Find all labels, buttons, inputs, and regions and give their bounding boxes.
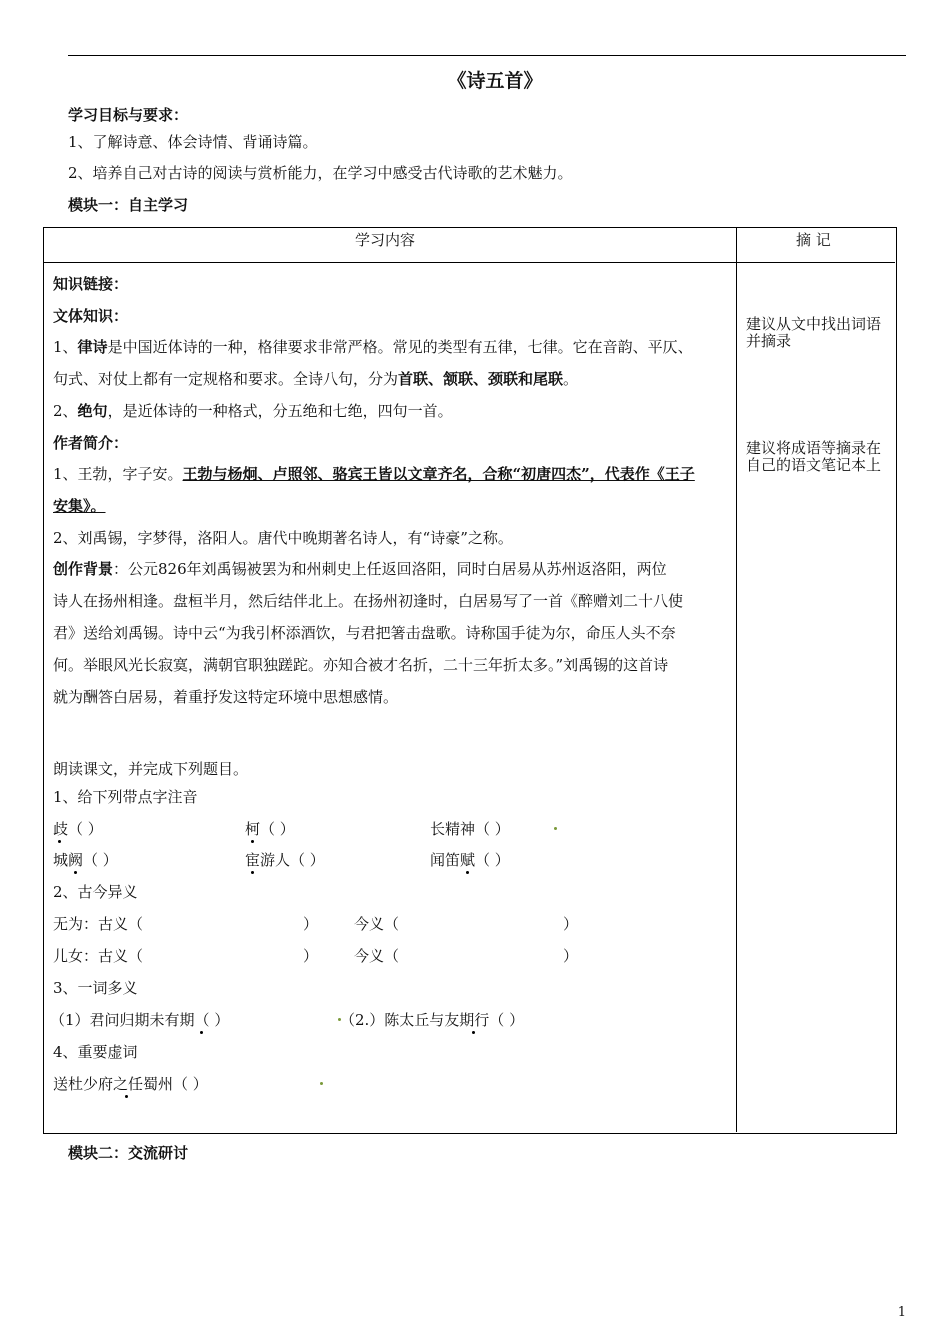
- q2-ernv-modern-close: ）: [563, 947, 579, 965]
- wangbo-line-1: [53, 463, 695, 484]
- lushi-text-1: 是中国近体诗的一种，格律要求非常严格。常见的类型有五律，七律。它在音韵、平仄、: [107, 338, 693, 356]
- q2-ernv-ancient: 儿女：古义（: [53, 947, 144, 965]
- emphasis-dot: [200, 1031, 203, 1034]
- emphasis-dot: [466, 871, 469, 874]
- background-line-4: 何。举眼风光长寂寞，满朝官职独蹉跎。亦知合被才名折，二十三年折太多。”刘禹锡的这首诗: [53, 656, 669, 674]
- module2-heading: 模块二：交流研讨: [68, 1144, 189, 1162]
- q1-item-wendifu: 闻笛赋（ ）: [430, 851, 510, 869]
- emphasis-dot: [125, 1095, 128, 1098]
- question-3: 3、一词多义: [53, 979, 138, 997]
- question-4: 4、重要虚词: [53, 1043, 138, 1061]
- page-title: 《诗五首》: [447, 70, 543, 92]
- q1-item-changjingshen: 长精神（ ）: [430, 820, 510, 838]
- top-rule: [68, 55, 906, 56]
- emphasis-dot: [58, 840, 61, 843]
- background-line-1: [53, 558, 667, 579]
- header-content: 学习内容: [355, 231, 416, 249]
- table-column-divider: [736, 227, 737, 1132]
- study-table: [43, 227, 897, 1134]
- q1-item-chengque: 城阙（ ）: [53, 851, 118, 869]
- page-number: 1: [897, 1305, 906, 1320]
- background-line-5: 就为酬答白居易，着重抒发这特定环境中思想感情。: [53, 688, 399, 706]
- jueju-term: 绝句: [77, 402, 108, 420]
- question-2: 2、古今异义: [53, 883, 138, 901]
- emphasis-dot: [251, 871, 254, 874]
- q3-item-1: （1）君问归期未有期（ ）: [50, 1011, 230, 1029]
- q2-ernv-ancient-close: ）: [303, 947, 319, 965]
- q4-item: 送杜少府之任蜀州（ ）: [53, 1075, 208, 1093]
- green-mark: [320, 1082, 323, 1085]
- q3-item-2: （2.）陈太丘与友期行（ ）: [340, 1011, 525, 1029]
- lushi-text-2: 句式、对仗上都有一定规格和要求。全诗八句，分为: [53, 370, 399, 388]
- q1-item-ke: 柯（ ）: [245, 820, 295, 838]
- goals-heading: 学习目标与要求：: [68, 106, 189, 124]
- header-notes: 摘 记: [796, 231, 831, 249]
- emphasis-dot: [74, 871, 77, 874]
- author-heading: 作者简介：: [53, 434, 129, 452]
- table-header-divider: [43, 262, 895, 263]
- liu-line: 2、刘禹锡，字梦得，洛阳人。唐代中晚期著名诗人，有“诗豪”之称。: [53, 529, 513, 547]
- background-line-2: 诗人在扬州相逢。盘桓半月，然后结伴北上。在扬州初逢时，白居易写了一首《醉赠刘二十八使: [53, 592, 684, 610]
- module1-heading: 模块一：自主学习: [68, 196, 189, 214]
- jueju-text: ，是近体诗的一种格式，分五绝和七绝，四句一首。: [107, 402, 453, 420]
- wangbo-text: 1、王勃，字子安。: [53, 465, 183, 483]
- jueju-line: [53, 400, 453, 421]
- wangbo-bold-1: 王勃与杨炯、卢照邻、骆宾王皆以文章齐名，合称“初唐四杰”，代表作《王子: [182, 465, 695, 483]
- q2-wuwei-ancient: 无为：古义（: [53, 915, 144, 933]
- lushi-end: 。: [563, 370, 579, 388]
- genre-heading: 文体知识：: [53, 307, 129, 325]
- lushi-line-1: [53, 336, 693, 357]
- note-2: 建议将成语等摘录在自己的语文笔记本上: [746, 439, 882, 474]
- q2-wuwei-ancient-close: ）: [303, 915, 319, 933]
- question-1: 1、给下列带点字注音: [53, 788, 198, 806]
- q1-item-huanyouren: 宦游人（ ）: [245, 851, 325, 869]
- q2-ernv-modern: 今义（: [354, 947, 400, 965]
- q2-wuwei-modern-close: ）: [563, 915, 579, 933]
- goal-item-2: 2、培养自己对古诗的阅读与赏析能力，在学习中感受古代诗歌的艺术魅力。: [68, 164, 573, 182]
- jueju-prefix: 2、: [53, 402, 78, 420]
- note-1: 建议从文中找出词语并摘录: [746, 315, 882, 350]
- wangbo-line-2: 安集》。: [53, 497, 106, 515]
- emphasis-dot: [472, 1031, 475, 1034]
- lushi-term: 律诗: [77, 338, 108, 356]
- q2-wuwei-modern: 今义（: [354, 915, 400, 933]
- background-text-1: ：公元826年刘禹锡被罢为和州刺史上任返回洛阳，同时白居易从苏州返洛阳，两位: [113, 560, 667, 578]
- green-mark: [554, 827, 557, 830]
- knowledge-link-heading: 知识链接：: [53, 275, 129, 293]
- lushi-parts: 首联、颔联、颈联和尾联: [398, 370, 564, 388]
- lushi-line-2: [53, 368, 578, 389]
- reading-instruction: 朗读课文，并完成下列题目。: [53, 760, 249, 778]
- q1-item-qi: 歧（ ）: [53, 820, 103, 838]
- emphasis-dot: [251, 840, 254, 843]
- background-line-3: 君》送给刘禹锡。诗中云“为我引杯添酒饮，与君把箸击盘歌。诗称国手徒为尔，命压人头不奈: [53, 624, 676, 642]
- goal-item-1: 1、了解诗意、体会诗情、背诵诗篇。: [68, 133, 318, 151]
- lushi-prefix: 1、: [53, 338, 78, 356]
- background-heading: 创作背景: [53, 560, 114, 578]
